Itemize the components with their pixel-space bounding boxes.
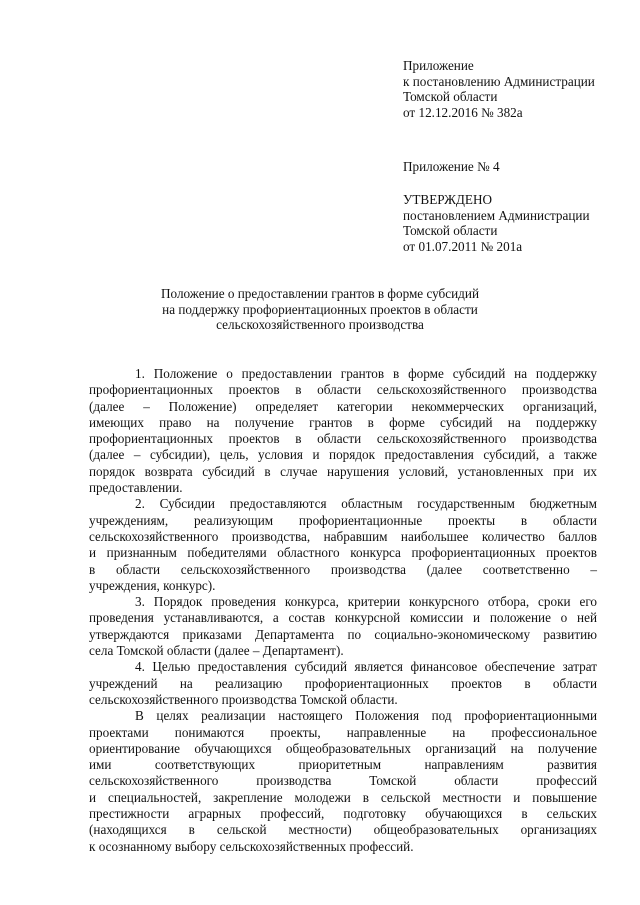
body-line: 3. Порядок проведения конкурса, критерии конкурсного отбора, сроки его xyxy=(135,594,597,610)
appendix-number: Приложение № 4 xyxy=(403,159,500,174)
body-line: (далее – субсидии), цель, условия и порядок предоставления субсидий, а также xyxy=(89,447,597,463)
body-line: к осознанному выбору сельскохозяйственных профессий. xyxy=(89,838,414,854)
body-line: сельскохозяйственного производства, набравшим наибольшее количество баллов xyxy=(89,528,597,544)
body-line: сельскохозяйственного производства Томской области профессий xyxy=(89,773,597,789)
body-line: 1. Положение о предоставлении грантов в форме субсидий на поддержку xyxy=(135,366,597,381)
body-line: предоставлении. xyxy=(89,480,183,496)
body-line: имеющих право на получение грантов в форме субсидий на поддержку xyxy=(89,414,597,430)
body-line: престижности аграрных профессий, подготовку обучающихся в сельских xyxy=(89,806,597,822)
body-line: учреждения, конкурс). xyxy=(89,577,216,593)
body-line: (далее – Положение) определяет категории некоммерческих организаций, xyxy=(89,398,597,414)
body-line: проектами понимаются проекты, направленные на профессиональное xyxy=(89,724,597,740)
approved-line: УТВЕРЖДЕНО xyxy=(403,192,493,207)
document-body xyxy=(89,366,597,855)
body-line: профориентационных проектов в области сельскохозяйственного производства xyxy=(89,431,597,447)
body-line: и специальностей, закрепление молодежи в сельской местности и повышение xyxy=(89,789,597,805)
body-line: профориентационных проектов в области сельскохозяйственного производства xyxy=(89,382,597,398)
body-line: учреждений на реализацию профориентационных проектов в области xyxy=(89,675,597,691)
body-line: ориентирование обучающихся общеобразовательных организаций на получение xyxy=(89,740,597,756)
approved-block xyxy=(403,192,590,254)
body-line: 4. Целью предоставления субсидий является финансовое обеспечение затрат xyxy=(135,659,597,675)
body-line: порядок возврата субсидий в случае нарушения условий, установленных при их xyxy=(89,463,597,479)
approved-line: Томской области xyxy=(403,223,498,238)
body-line: в области сельскохозяйственного производства (далее соответственно – xyxy=(89,561,597,577)
body-line: учреждениям, реализующим профориентационные проекты в области xyxy=(89,512,597,528)
approved-line: постановлением Администрации xyxy=(403,207,590,223)
title-line: сельскохозяйственного производства xyxy=(216,317,424,332)
appendix-block xyxy=(403,58,595,120)
body-line: села Томской области (далее – Департамент). xyxy=(89,643,344,659)
appendix-line: Приложение xyxy=(403,58,474,73)
body-line: сельскохозяйственного производства Томской области. xyxy=(89,691,398,707)
appendix-line: от 12.12.2016 № 382а xyxy=(403,104,523,120)
document-title xyxy=(0,286,640,333)
title-line: на поддержку профориентационных проектов в области xyxy=(162,301,478,317)
body-line: утверждаются приказами Департамента по социально-экономическому развитию xyxy=(89,626,597,642)
body-line: проведения устанавливаются, а состав конкурсной комиссии и положение о ней xyxy=(89,610,597,626)
approved-line: от 01.07.2011 № 201а xyxy=(403,238,523,254)
body-line: В целях реализации настоящего Положения под профориентационными xyxy=(135,708,597,724)
title-line: Положение о предоставлении грантов в форме субсидий xyxy=(161,286,479,301)
appendix-line: Томской области xyxy=(403,89,498,104)
appendix-line: к постановлению Администрации xyxy=(403,73,595,89)
body-line: 2. Субсидии предоставляются областным государственным бюджетным xyxy=(135,496,597,512)
body-line: (находящихся в сельской местности) общеобразовательных организациях xyxy=(89,822,597,838)
body-line: и признанным победителями областного конкурса профориентационных проектов xyxy=(89,545,597,561)
body-line: ими соответствующих приоритетным направлениям развития xyxy=(89,757,597,773)
